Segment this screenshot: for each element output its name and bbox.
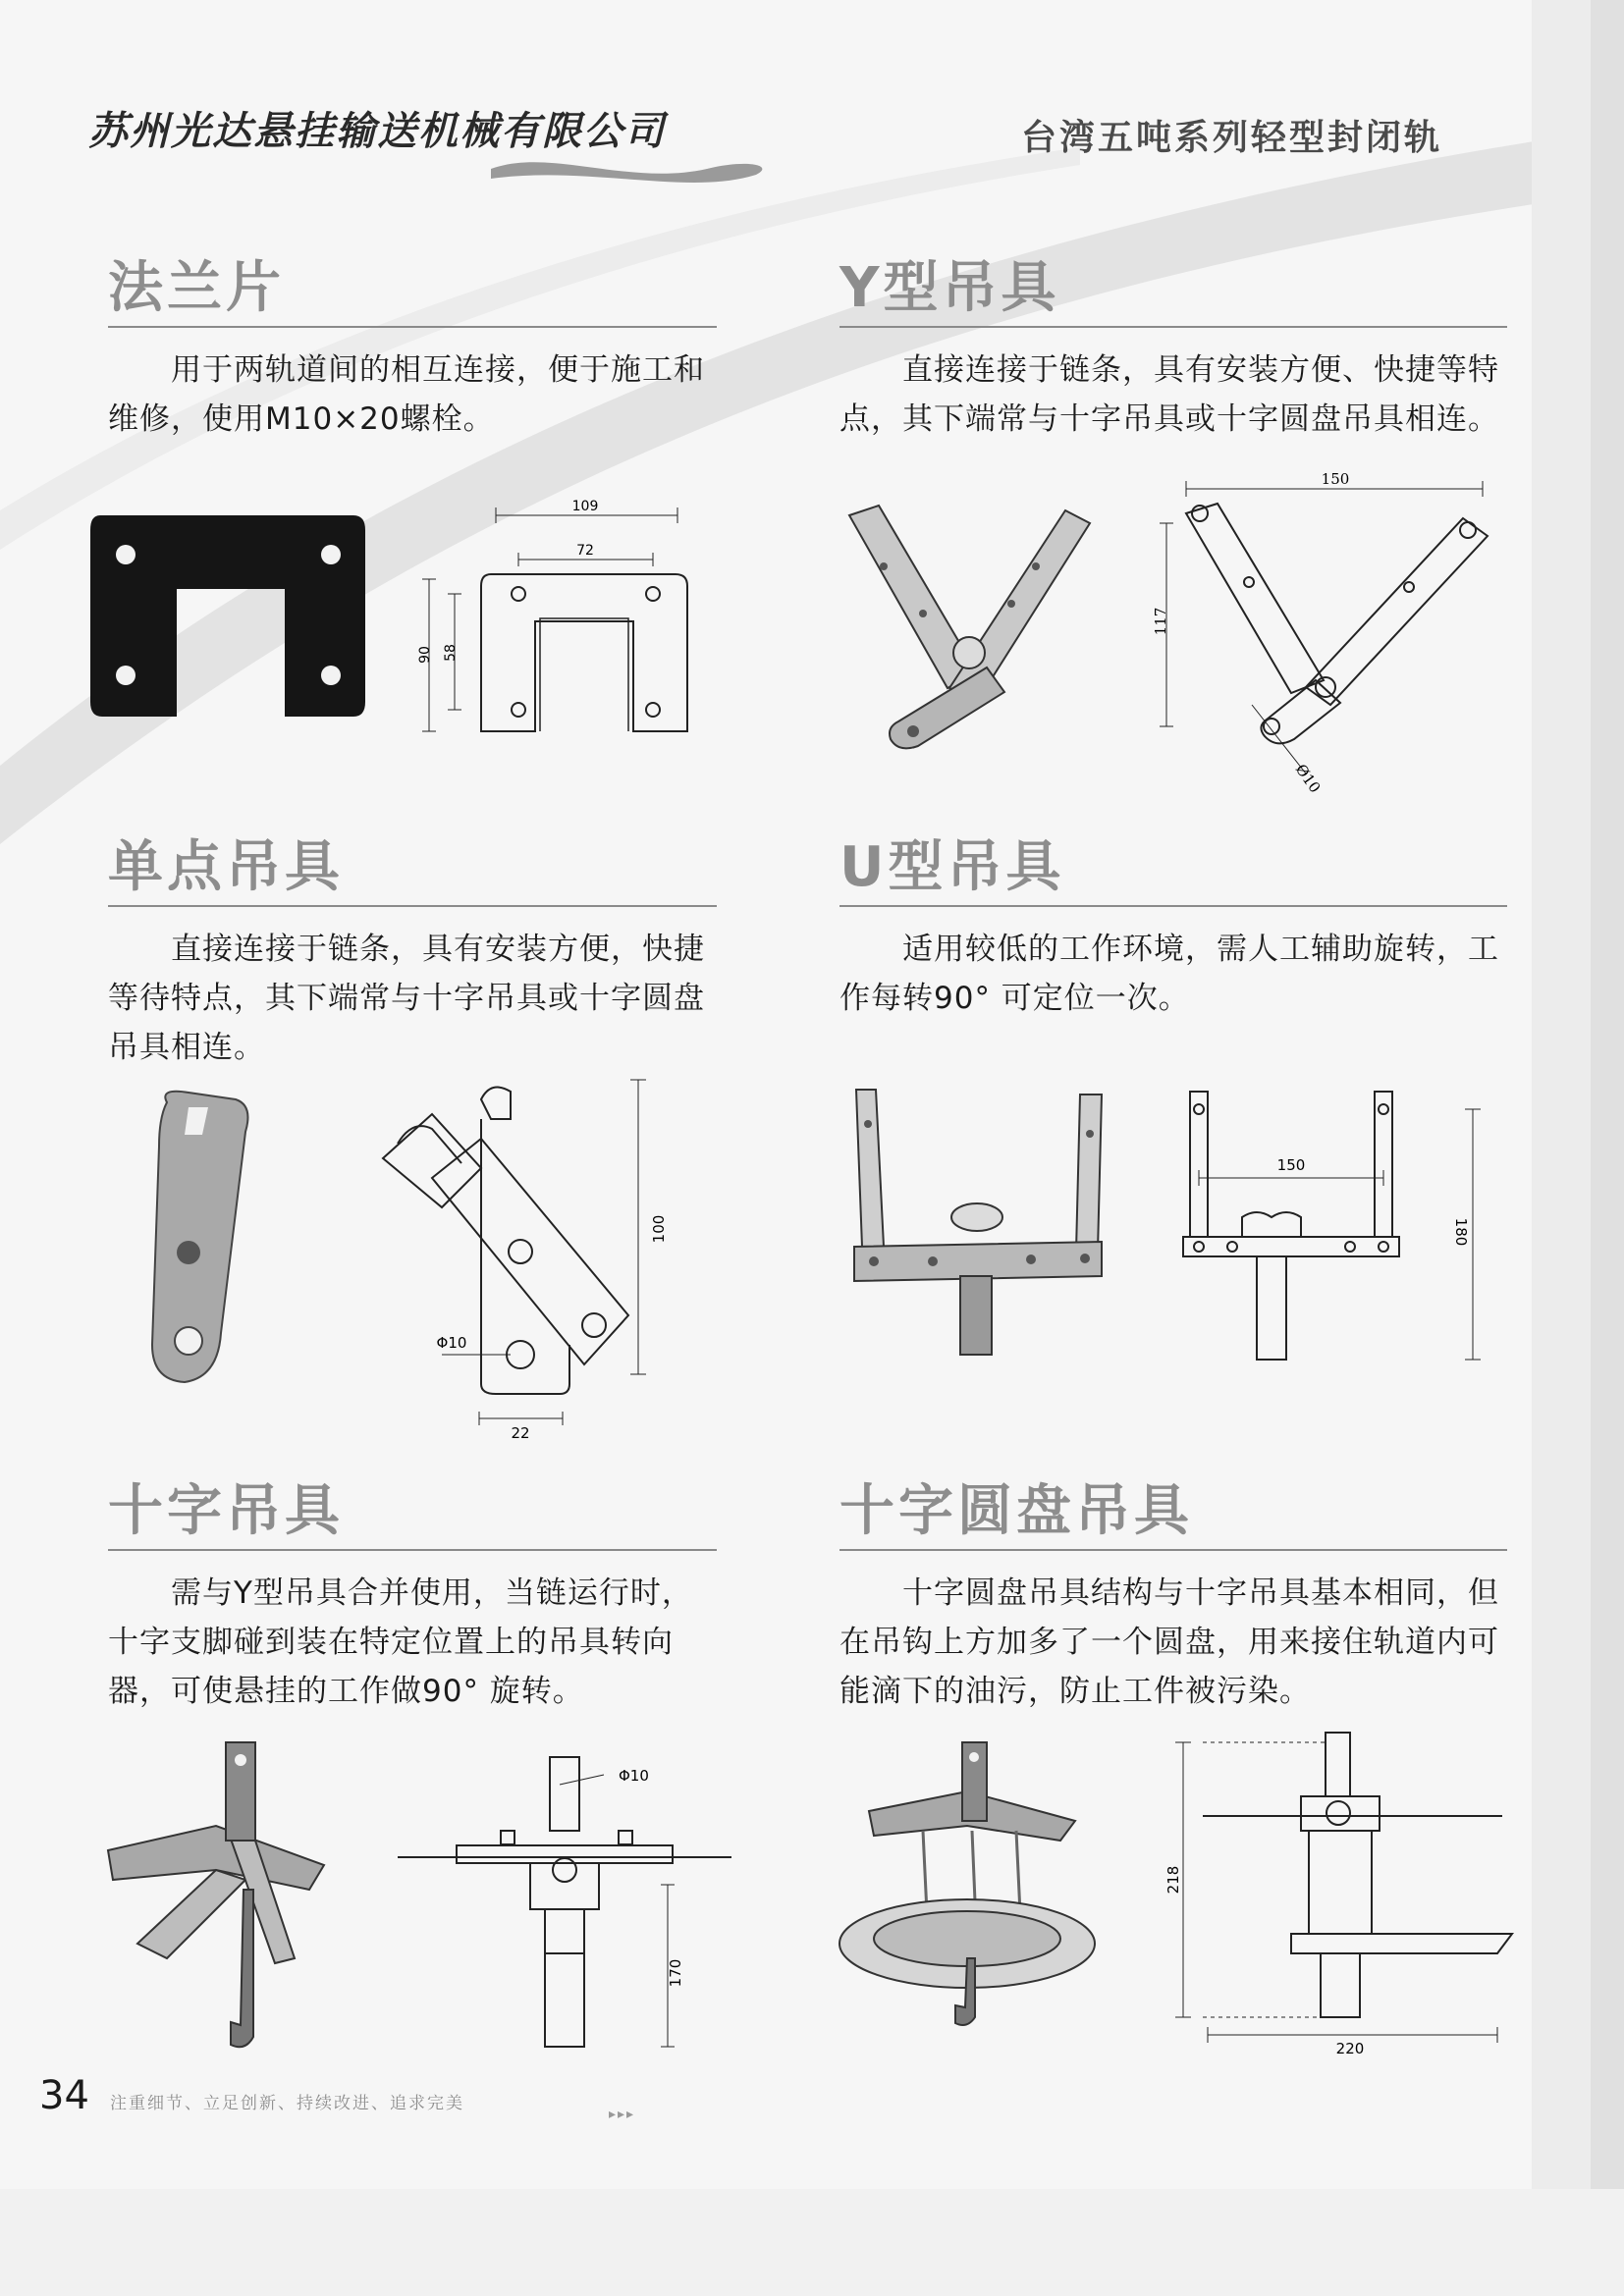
section-title: U型吊具 [839, 835, 1065, 899]
section-divider [108, 1549, 717, 1551]
dim-height-label: 100 [650, 1214, 668, 1244]
section-description: 需与Y型吊具合并使用，当链运行时，十字支脚碰到装在特定位置上的吊具转向器，可使悬挂的工作做90° 旋转。 [108, 1575, 693, 1709]
page-number: 34 [39, 2073, 89, 2118]
dim-inner-height-label: 58 [443, 644, 459, 662]
dim-width-label: 22 [511, 1424, 530, 1442]
company-name: 苏州光达悬挂输送机械有限公司 [88, 109, 666, 154]
section-cross-disc-hanger [839, 1480, 1507, 1716]
section-flange [108, 257, 717, 444]
dim-width-label: 109 [571, 499, 599, 514]
single-hanger-photo [137, 1088, 275, 1392]
flange-drawing [412, 496, 697, 751]
section-title: 法兰片 [108, 256, 285, 320]
section-description: 十字圆盘吊具结构与十字吊具基本相同，但在吊钩上方加多了一个圆盘，用来接住轨道内可能滴下的油污，防止工件被污染。 [839, 1575, 1499, 1709]
section-title: Y型吊具 [839, 256, 1060, 320]
single-hanger-drawing [373, 1070, 687, 1443]
y-hanger-photo [839, 496, 1095, 761]
dim-hole-label: Φ10 [436, 1334, 467, 1352]
flange-photo [88, 501, 373, 726]
cross-disc-hanger-photo [830, 1733, 1105, 2037]
u-hanger-drawing [1178, 1080, 1492, 1374]
section-divider [108, 905, 717, 907]
cross-hanger-drawing [398, 1747, 731, 2071]
dim-span-label: 150 [1321, 470, 1350, 488]
section-description: 直接连接于链条，具有安装方便、快捷等特点，其下端常与十字吊具或十字圆盘吊具相连。 [839, 352, 1499, 437]
section-divider [839, 326, 1507, 328]
section-title: 十字吊具 [108, 1479, 344, 1543]
footer-arrows: ▸▸▸ [609, 2107, 636, 2122]
dim-height-label: 90 [417, 646, 433, 664]
dim-height-label: 117 [1152, 607, 1169, 636]
section-description: 直接连接于链条，具有安装方便，快捷等待特点，其下端常与十字吊具或十字圆盘吊具相连。 [108, 932, 705, 1065]
u-hanger-photo [844, 1080, 1139, 1374]
dim-height-label: 218 [1164, 1865, 1182, 1895]
section-y-hanger [839, 257, 1507, 444]
section-single-hanger [108, 836, 717, 1072]
section-description: 用于两轨道间的相互连接，便于施工和维修，使用M10×20螺栓。 [108, 352, 705, 437]
series-title: 台湾五吨系列轻型封闭轨 [1021, 117, 1443, 158]
cross-hanger-photo [98, 1733, 353, 2056]
section-divider [108, 326, 717, 328]
dim-hole-spacing-label: 72 [576, 543, 594, 559]
dim-hole-label: Ø10 [1291, 761, 1325, 797]
dim-height-label: 180 [1452, 1217, 1470, 1247]
y-hanger-drawing [1149, 469, 1522, 803]
section-title: 十字圆盘吊具 [839, 1479, 1193, 1543]
section-divider [839, 1549, 1507, 1551]
dim-width-label: 220 [1335, 2040, 1365, 2057]
section-u-hanger [839, 836, 1507, 1023]
section-cross-hanger [108, 1480, 717, 1716]
dim-span-label: 150 [1276, 1156, 1306, 1174]
footer-slogan: 注重细节、立足创新、持续改进、追求完美 [110, 2094, 464, 2113]
cross-disc-hanger-drawing [1164, 1723, 1517, 2056]
dim-height-label: 170 [667, 1958, 684, 1988]
section-description: 适用较低的工作环境，需人工辅助旋转，工作每转90° 可定位一次。 [839, 932, 1499, 1016]
section-divider [839, 905, 1507, 907]
section-title: 单点吊具 [108, 835, 344, 899]
dim-hole-label: Φ10 [619, 1767, 649, 1785]
